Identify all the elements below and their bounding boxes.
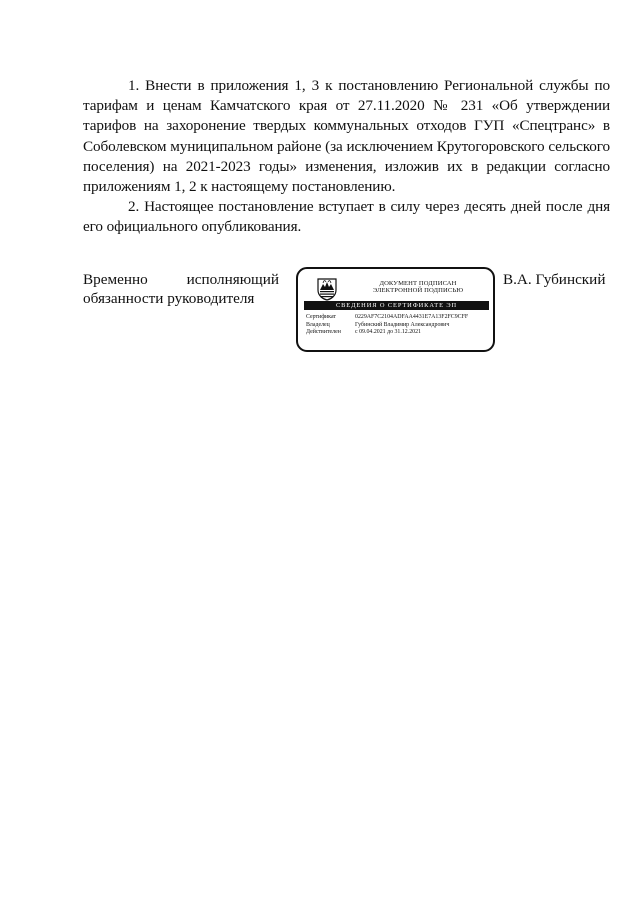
document-body: [83, 76, 610, 238]
stamp-header: [348, 280, 488, 295]
paragraph-1: 1. Внести в приложения 1, 3 к постановлению Региональной службы по тарифам и ценам Камчатского края от 27.11.2020 № 231 «Об утверждении тарифов на захоронение твердых коммунальных отходов ГУП «Спецтранс» в Соболевском муниципальном районе (за исключением Крутогоровского сельского поселения) на 2021-2023 годы» изменения, изложив их в редакции согласно приложениям 1, 2 к настоящему постановлению.: [83, 77, 610, 196]
certificate-value: 0229AF7C2104ADFAA4431E7A13F2FC9CFF: [355, 314, 469, 320]
stamp-header-line-1: ДОКУМЕНТ ПОДПИСАН: [379, 280, 457, 287]
position-word-2: исполняющий: [186, 271, 279, 288]
certificate-row: [306, 314, 491, 322]
coat-of-arms-icon: [316, 277, 338, 301]
position-word-1: Временно: [83, 271, 148, 288]
stamp-header-line-2: ЭЛЕКТРОННОЙ ПОДПИСЬЮ: [372, 287, 464, 295]
electronic-signature-stamp: [296, 267, 495, 352]
stamp-certificate-bar: СВЕДЕНИЯ О СЕРТИФИКАТЕ ЭП: [304, 301, 489, 310]
signatory-name: В.А. Губинский: [503, 271, 606, 288]
signatory-position-line-2: обязанности руководителя: [83, 290, 255, 307]
owner-label: Владелец: [306, 321, 330, 328]
validity-label: Действителен: [306, 329, 341, 336]
paragraph-2: 2. Настоящее постановление вступает в силу через десять дней после дня его официального опубликования.: [83, 198, 610, 236]
certificate-label: Сертификат: [306, 314, 336, 320]
signatory-position: [83, 270, 279, 308]
stamp-certificate-details: [306, 314, 491, 337]
validity-value: с 09.04.2021 до 31.12.2021: [355, 329, 421, 336]
owner-value: Губинский Владимир Александрович: [355, 321, 450, 328]
signatory-position-line-1: [83, 270, 279, 289]
validity-row: [306, 329, 491, 337]
